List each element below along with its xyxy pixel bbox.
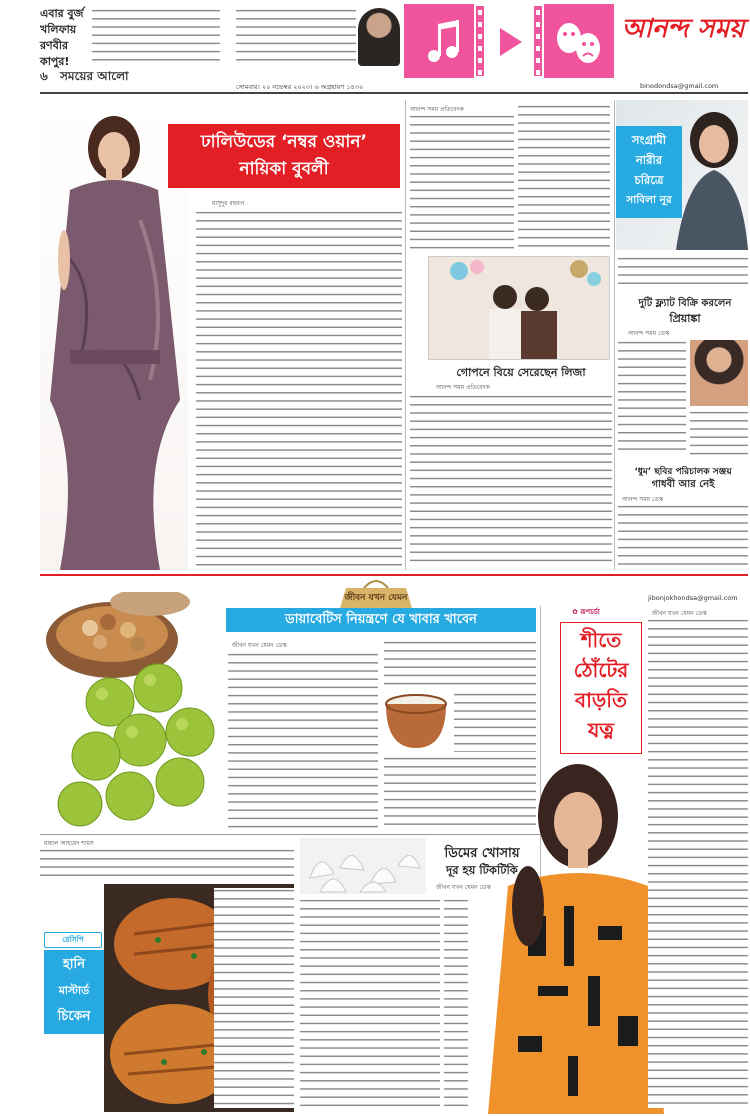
lips-headline-box: [560, 622, 642, 754]
sabila-headline-line4: সাবিলা নূর: [626, 194, 672, 206]
lips-tag-text: রূপচর্চা: [580, 608, 600, 616]
flats-headline-l1: দুটি ফ্ল্যাট বিক্রি করলেন: [638, 298, 732, 309]
gadhvi-headline-l1: ‘ধুম’ ছবির পরিচালক সঞ্জয়: [634, 467, 732, 477]
bubly-headline-box: [168, 124, 400, 188]
recipe-title-box: [44, 950, 104, 1034]
gadhvi-text: [618, 504, 748, 566]
recipe-byline: মাহাল আহমেদ শামস: [44, 840, 94, 847]
yogurt-pot-photo: [382, 690, 450, 752]
lips-headline-l1: শীতে: [580, 628, 622, 652]
entertainment-icons: [404, 4, 614, 78]
eggshell-headline-l1: ডিমের খোসায়: [444, 846, 520, 861]
diabetes-bottom-rule: [40, 834, 540, 835]
liza-photo-frame: [428, 256, 610, 360]
eggshell-byline: জীবন যখন যেমন ডেস্ক: [436, 884, 491, 891]
recipe-tag: [44, 932, 102, 948]
sabila-text: [618, 256, 748, 286]
liza-photo: [429, 257, 609, 359]
diabetes-headline-box: [226, 608, 536, 632]
liza-headline: গোপনে বিয়ে সেরেছেন লিজা: [456, 366, 586, 379]
lower-section-logo-text: জীবন যখন যেমন: [344, 593, 408, 603]
paper-name: সময়ের আলো: [60, 69, 129, 83]
lips-text-right: [648, 822, 748, 1108]
sabila-headline-line3: চরিত্রে: [634, 173, 664, 187]
diabetes-text-col1: [228, 652, 378, 830]
animal-teaser-text: [236, 8, 356, 64]
flats-text-bottom: [690, 410, 748, 456]
lower-section-logo: [336, 578, 416, 608]
recipe-title-l3: চিকেন: [57, 1009, 91, 1024]
flats-text: [618, 340, 686, 456]
liza-top-byline: আনন্দ সময় প্রতিবেদক: [410, 106, 464, 113]
section-logo: আনন্দ সময়: [621, 14, 745, 44]
lips-tag-icon: ✿: [572, 608, 581, 616]
sabila-headline-box: [616, 126, 682, 218]
bubly-byline: মাসুদুর রহমান: [212, 200, 245, 207]
gadhvi-headline-l2: গাধবী আর নেই: [651, 479, 715, 490]
ranbir-teaser-headline: এবার বুর্জ খলিফায় রণবীর কাপুর!: [40, 7, 84, 68]
bubly-headline-line2: নায়িকা বুবলী: [239, 159, 329, 179]
liza-top-text-col2: [518, 104, 610, 252]
model-photo: [468, 756, 668, 1114]
eggshell-text-col1: [300, 898, 440, 1110]
diabetes-headline: ডায়াবেটিস নিয়ন্ত্রণে যে খাবার খাবেন: [285, 612, 477, 627]
ranbir-teaser-text: [92, 8, 220, 64]
eggshell-photo: [300, 838, 426, 894]
recipe-title-l2: মাস্টার্ড: [58, 984, 90, 997]
bubly-photo: [40, 100, 188, 570]
eggshell-headline-l2: দূর হয় টিকটিকি: [446, 863, 518, 877]
lips-byline: জীবন যখন যেমন ডেস্ক: [652, 610, 707, 617]
column-divider: [405, 100, 406, 570]
theatre-masks-icon: [557, 23, 600, 63]
recipe-text: [214, 888, 294, 1108]
liza-top-text-col1: [410, 114, 514, 252]
recipe-title-l1: হানি: [62, 957, 86, 972]
bubly-headline-line1: ঢালিউডের ‘নম্বর ওয়ান’: [201, 132, 367, 152]
masthead-rule: [40, 92, 748, 94]
date-line: সোমবার। ২০ নভেম্বর ২০২৩। ৬ অগ্রহায়ণ ১৪৩০: [236, 83, 364, 91]
column-divider: [614, 100, 615, 570]
sabila-headline-line1: সংগ্রামী: [631, 133, 667, 147]
lips-headline-l3: বাড়তি: [575, 688, 627, 712]
nuts-amla-photo: [40, 592, 216, 828]
ranbir-photo: [358, 8, 400, 66]
recipe-intro-text: [40, 848, 294, 882]
diabetes-text-col2a: [384, 640, 536, 690]
recipe-tag-text: রেসিপি: [62, 935, 84, 944]
entertainment-banner: [404, 4, 614, 78]
lips-tag: [572, 606, 600, 618]
flats-byline: আনন্দ সময় ডেস্ক: [628, 330, 670, 337]
flats-headline-l2: প্রিয়াঙ্কা: [669, 312, 701, 325]
masthead: [0, 0, 750, 98]
entertainment-email[interactable]: binodondsa@gmail.com: [640, 82, 719, 90]
liza-byline: আনন্দ সময় প্রতিবেদক: [436, 384, 490, 391]
eggshell-text-col2: [444, 898, 468, 1110]
diabetes-text-col2b: [454, 692, 536, 752]
lower-section-email[interactable]: jibonjokhondsa@gmail.com: [648, 594, 738, 602]
bubly-article-text: [196, 210, 402, 566]
diabetes-byline: জীবন যখন যেমন ডেস্ক: [232, 642, 287, 649]
sabila-headline-line2: নারীর: [635, 153, 663, 167]
lips-headline-l2: ঠোঁটের: [573, 658, 629, 682]
section-divider: [40, 574, 748, 576]
gadhvi-byline: আনন্দ সময় ডেস্ক: [622, 496, 664, 503]
priyanka-photo: [690, 340, 748, 406]
section-number: ৬: [40, 69, 48, 83]
music-note-icon: [428, 20, 459, 62]
liza-article-text: [410, 394, 612, 566]
lips-headline-l4: যত্ন: [587, 718, 615, 742]
